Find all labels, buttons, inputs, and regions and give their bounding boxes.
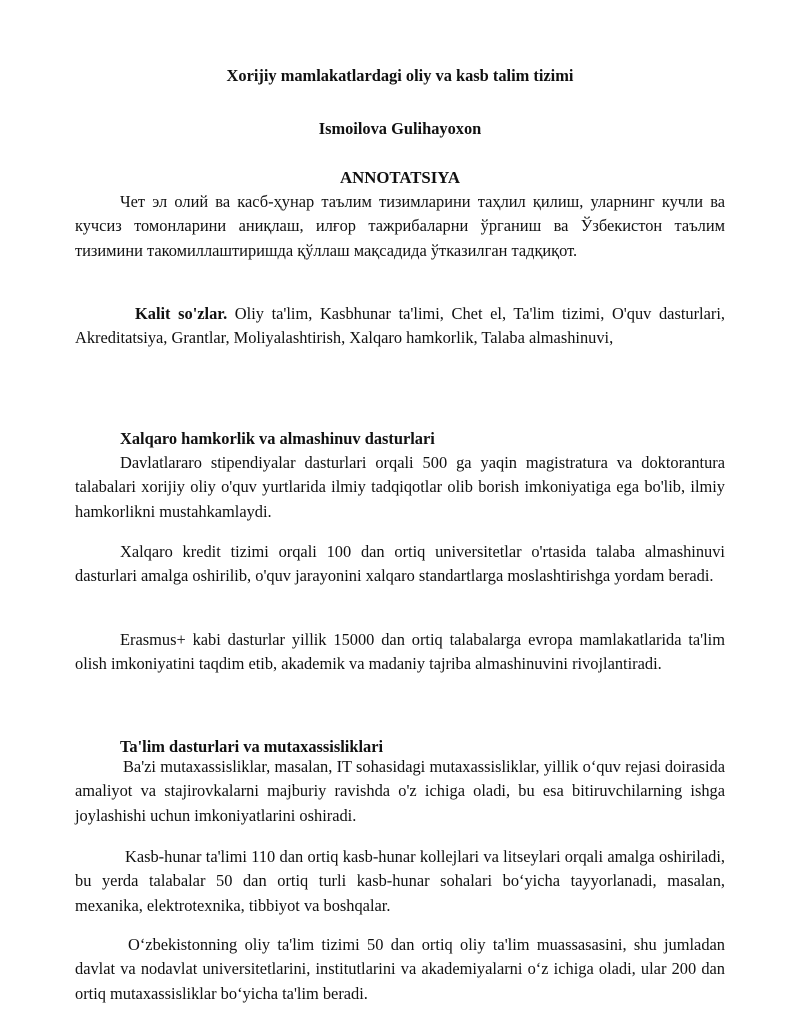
paragraph: Erasmus+ kabi dasturlar yillik 15000 dan ortiq talabalarga evropa mamlakatlarida ta'lim olish imkoniyatini taqdim etib, akademik va madaniy tajriba almashinuvini rivojlantiradi. (75, 630, 725, 674)
keywords-paragraph (75, 302, 725, 351)
paragraph: Davlatlararo stipendiyalar dasturlari orqali 500 ga yaqin magistratura va doktorantura talabalari xorijiy oliy o'quv yurtlarida ilmiy tadqiqotlar olib borish imkoniyatiga ega bo'lib, ilmiy hamkorlikni mustahkamlaydi. (75, 453, 725, 521)
document-title: Xorijiy mamlakatlardagi oliy va kasb talim tizimi (226, 66, 574, 85)
keywords-text: Oliy ta'lim, Kasbhunar ta'limi, Chet el, Ta'lim tizimi, O'quv dasturlari, Akreditatsiya, Grantlar, Moliyalashtirish, Xalqaro hamkorlik, Talaba almashinuvi, (75, 304, 725, 348)
paragraph: Xalqaro kredit tizimi orqali 100 dan ortiq universitetlar o'rtasida talaba almashinuvi dasturlari amalga oshirilib, o'quv jarayonini xalqaro standartlarga moslashtirishga yordam beradi. (75, 542, 725, 586)
section-heading: Ta'lim dasturlari va mutaxassisliklari (120, 737, 384, 756)
annotation-heading: ANNOTATSIYA (340, 168, 460, 187)
paragraph: O‘zbekistonning oliy ta'lim tizimi 50 dan ortiq oliy ta'lim muassasasini, shu jumladan davlat va nodavlat universitetlarini, institutlarini va akademiyalarni o‘z ichiga oladi, ular 200 dan ortiq mutaxassisliklar bo‘yicha ta'lim beradi. (75, 935, 725, 1003)
author-name: Ismoilova Gulihayoxon (318, 119, 482, 138)
section-heading: Xalqaro hamkorlik va almashinuv dasturlari (120, 429, 435, 448)
paragraph: Ba'zi mutaxassisliklar, masalan, IT sohasidagi mutaxassisliklar, yillik o‘quv rejasi doirasida amaliyot va stajirovkalarni majburiy ravishda o'z ichiga oladi, bu esa bitiruvchilarning ishga joylashishi uchun imkoniyatlarini oshiradi. (75, 757, 725, 825)
keywords-label: Kalit so'zlar. (135, 304, 228, 323)
paragraph: Kasb-hunar ta'limi 110 dan ortiq kasb-hunar kollejlari va litseylari orqali amalga oshiriladi, bu yerda talabalar 50 dan ortiq turli kasb-hunar sohalari bo‘yicha tayyorlanadi, masalan, mexanika, elektrotexnika, tibbiyot va boshqalar. (75, 847, 725, 915)
annotation-paragraph: Чет эл олий ва касб-ҳунар таълим тизимларини таҳлил қилиш, уларнинг кучли ва кучсиз томонларини аниқлаш, илғор тажрибаларни ўрганиш ва Ўзбекистон таълим тизимини такомиллаштиришда қўллаш мақсадида ўтказилган тадқиқот. (75, 192, 725, 260)
